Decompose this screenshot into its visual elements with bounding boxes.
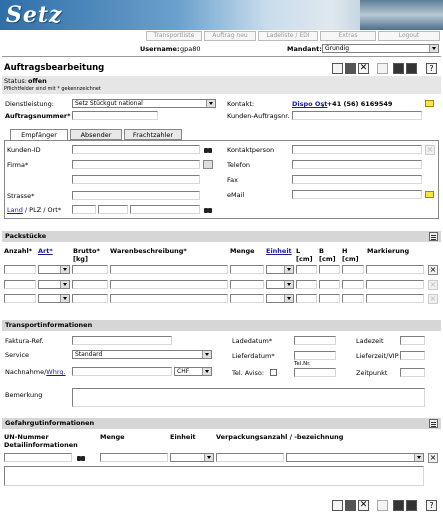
col-markierung: Markierung	[367, 247, 410, 255]
dienstleistung-select[interactable]	[72, 99, 216, 108]
ort-input[interactable]	[130, 205, 200, 214]
dienstleistung-label: Dienstleistung:	[5, 100, 54, 108]
nav-auftrag-neu[interactable]: Auftrag neu	[204, 31, 256, 41]
col-einheit: Einheit	[170, 433, 196, 441]
kunden-id-label: Kunden-ID	[7, 146, 41, 154]
markierung-input[interactable]	[366, 280, 424, 289]
chevron-down-icon	[287, 283, 291, 286]
header-photo	[360, 0, 443, 30]
einheit-select[interactable]	[266, 294, 294, 303]
kontakt-phone: , +41 (56) 6169549	[322, 100, 393, 108]
menu-icon[interactable]	[429, 232, 438, 241]
username-label: Username:	[140, 45, 180, 53]
gefahrgut-section-bar	[2, 418, 441, 429]
col-art[interactable]: Art*	[38, 247, 53, 255]
status-label: Status:	[4, 77, 27, 85]
print-button[interactable]	[377, 63, 388, 74]
chevron-down-icon	[205, 353, 209, 356]
binoculars-icon[interactable]	[76, 454, 86, 462]
menge-input[interactable]	[230, 280, 264, 289]
menge-input[interactable]	[230, 294, 264, 303]
nav-ladeliste[interactable]: Ladeliste / EDI	[258, 31, 318, 41]
art-select[interactable]	[38, 280, 70, 289]
col-verpackung: Verpackungsanzahl / -bezeichnung	[216, 433, 344, 441]
new-document-button[interactable]	[332, 63, 343, 74]
divider	[2, 56, 441, 57]
gefahrgut-einheit-select[interactable]	[170, 453, 214, 462]
col-h-unit: [cm]	[342, 255, 359, 263]
art-select[interactable]	[38, 294, 70, 303]
auftragsnummer-label: Auftragsnummer*	[5, 112, 71, 120]
binoculars-icon[interactable]	[203, 146, 213, 154]
einheit-select[interactable]	[266, 265, 294, 274]
logo[interactable]	[6, 2, 106, 28]
fax-label: Fax	[227, 176, 238, 184]
nav-bar	[0, 31, 443, 42]
chevron-down-icon	[205, 370, 209, 373]
tel-aviso-label: Tel. Aviso:	[232, 369, 265, 377]
kontaktperson-label: Kontaktperson	[227, 146, 275, 154]
nachnahme-text: Nachnahme/	[5, 368, 47, 376]
h-input[interactable]	[342, 265, 364, 274]
strasse-label: Strasse*	[7, 192, 35, 200]
l-input[interactable]	[296, 265, 317, 274]
l-input[interactable]	[296, 294, 317, 303]
col-menge: Menge	[100, 433, 125, 441]
col-l: L	[296, 247, 301, 255]
gefahrgut-menge-input[interactable]	[100, 453, 168, 462]
packstuecke-section-bar	[2, 231, 441, 242]
nachnahme-input[interactable]	[72, 367, 172, 376]
h-input[interactable]	[342, 280, 364, 289]
delete-button[interactable]: ✕	[359, 63, 368, 73]
land-link[interactable]: Land	[7, 206, 23, 214]
lieferzeit-vip-label: Lieferzeit/VIP	[356, 352, 399, 360]
nav-extras[interactable]: Extras	[320, 31, 376, 41]
lieferdatum-label: Lieferdatum*	[232, 352, 275, 360]
chevron-down-icon	[63, 283, 67, 286]
help-button[interactable]: ?	[426, 63, 437, 74]
markierung-input[interactable]	[366, 294, 424, 303]
col-menge: Menge	[230, 247, 255, 255]
lieferzeit-input[interactable]	[400, 351, 425, 360]
whrg-link[interactable]: Whrg.	[46, 368, 66, 376]
b-input[interactable]	[319, 280, 340, 289]
binoculars-icon[interactable]	[203, 206, 213, 214]
land-input[interactable]	[72, 205, 96, 214]
transport-button[interactable]	[393, 63, 404, 74]
transport-section-bar	[2, 320, 441, 331]
chevron-down-icon	[207, 456, 211, 459]
col-brutto-unit: [kg]	[73, 255, 88, 263]
brutto-input[interactable]	[72, 265, 108, 274]
mandant-value: Grundig	[325, 45, 350, 52]
col-brutto: Brutto*	[73, 247, 100, 255]
anzahl-input[interactable]	[4, 265, 36, 274]
tab-empfaenger[interactable]: Empfänger	[10, 129, 68, 140]
gefahrgut-title: Gefahrgutinformationen	[5, 419, 95, 427]
transport-button[interactable]	[393, 500, 404, 511]
col-warenbeschreibung: Warenbeschreibung*	[110, 247, 187, 255]
tab-absender[interactable]: Absender	[70, 129, 122, 140]
verpackung-select[interactable]	[286, 453, 424, 462]
close-icon[interactable]: ×	[429, 453, 437, 462]
un-nummer-input[interactable]	[4, 453, 72, 462]
bemerkung-label: Bemerkung	[5, 391, 43, 399]
col-einheit[interactable]: Einheit	[266, 247, 292, 255]
zeitpunkt-label: Zeitpunkt	[356, 369, 388, 377]
tel-aviso-checkbox[interactable]	[270, 369, 277, 376]
anzahl-input[interactable]	[4, 280, 36, 289]
email-input[interactable]	[292, 190, 422, 199]
mail-icon[interactable]	[425, 100, 434, 107]
faktura-ref-label: Faktura-Ref.	[5, 337, 44, 345]
l-input[interactable]	[296, 280, 317, 289]
page-title: Auftragsbearbeitung	[4, 63, 105, 73]
tab-frachtzahler[interactable]: Frachtzahler	[124, 129, 182, 140]
email-label: eMail	[227, 191, 245, 199]
save-button[interactable]	[345, 63, 356, 74]
new-document-button[interactable]	[332, 500, 343, 511]
mail-icon[interactable]	[425, 191, 434, 198]
chevron-down-icon	[63, 297, 67, 300]
brutto-input[interactable]	[72, 280, 108, 289]
currency-select[interactable]	[174, 367, 212, 376]
service-label: Service	[5, 351, 30, 359]
menu-icon[interactable]	[429, 419, 438, 428]
chevron-down-icon	[432, 47, 436, 50]
close-icon[interactable]: ×	[426, 145, 434, 154]
print-button[interactable]	[377, 500, 388, 511]
brutto-input[interactable]	[72, 294, 108, 303]
col-l-unit: [cm]	[296, 255, 313, 263]
close-icon[interactable]: ×	[429, 280, 437, 289]
einheit-select[interactable]	[266, 280, 294, 289]
detailinformationen-textarea[interactable]	[4, 466, 424, 486]
ladezeit-label: Ladezeit	[356, 337, 384, 345]
chevron-down-icon	[63, 268, 67, 271]
delete-button[interactable]: ✕	[359, 500, 368, 510]
kontaktperson-input[interactable]	[292, 145, 422, 154]
mandant-select[interactable]	[322, 44, 439, 53]
chevron-down-icon	[417, 456, 421, 459]
markierung-input[interactable]	[366, 265, 424, 274]
menge-input[interactable]	[230, 265, 264, 274]
username-value: gpa80	[180, 45, 201, 53]
col-h: H	[342, 247, 348, 255]
firma-input[interactable]	[72, 160, 200, 169]
currency-value: CHF	[177, 368, 190, 375]
packstuecke-title: Packstücke	[5, 232, 47, 240]
col-anzahl: Anzahl*	[4, 247, 33, 255]
ladedatum-input[interactable]	[294, 336, 336, 345]
lieferdatum-input[interactable]	[294, 351, 336, 360]
warenbeschreibung-input[interactable]	[110, 280, 228, 289]
save-button[interactable]	[345, 500, 356, 511]
zeitpunkt-input[interactable]	[400, 368, 425, 377]
transport-next-button[interactable]	[406, 500, 417, 511]
transport-next-button[interactable]	[406, 63, 417, 74]
kontakt-label: Kontakt:	[227, 100, 255, 108]
warenbeschreibung-input[interactable]	[110, 294, 228, 303]
strasse-input[interactable]	[72, 191, 200, 200]
nav-transportliste[interactable]: Transportliste	[146, 31, 202, 41]
kunden-auftragsnr-label: Kunden-Auftragsnr.	[227, 112, 290, 120]
b-input[interactable]	[319, 265, 340, 274]
service-select[interactable]	[72, 350, 212, 359]
art-select[interactable]	[38, 265, 70, 274]
plz-input[interactable]	[98, 205, 128, 214]
auftragsnummer-input[interactable]	[72, 111, 158, 120]
kunden-auftragsnr-input[interactable]	[292, 111, 422, 120]
telefon-input[interactable]	[292, 160, 422, 169]
plz-ort-label: / PLZ / Ort*	[22, 206, 62, 214]
col-un-nummer: UN-Nummer	[4, 433, 49, 441]
kunden-id-input[interactable]	[72, 145, 200, 154]
close-icon[interactable]: ×	[429, 294, 437, 303]
status-value: offen	[28, 77, 47, 85]
help-button[interactable]: ?	[426, 500, 437, 511]
verpackungsanzahl-input[interactable]	[216, 453, 284, 462]
h-input[interactable]	[342, 294, 364, 303]
dienstleistung-value: Setz Stückgut national	[75, 100, 143, 107]
firma2-input[interactable]	[72, 175, 200, 184]
land-plz-label	[7, 206, 61, 214]
ladedatum-label: Ladedatum*	[232, 337, 273, 345]
faktura-ref-input[interactable]	[72, 336, 172, 345]
col-b: B	[319, 247, 324, 255]
tel-nr-input[interactable]	[294, 368, 336, 377]
b-input[interactable]	[319, 294, 340, 303]
anzahl-input[interactable]	[4, 294, 36, 303]
tel-nr-label: Tel.Nr.	[294, 361, 311, 367]
warenbeschreibung-input[interactable]	[110, 265, 228, 274]
logo-text: Setz	[6, 2, 63, 28]
kontakt-link[interactable]: Dispo Ost	[292, 100, 328, 108]
nav-logout[interactable]: Logout	[378, 31, 440, 41]
col-detailinformationen: Detailinformationen	[4, 441, 78, 449]
transport-title: Transportinformationen	[5, 321, 93, 329]
chevron-down-icon	[287, 268, 291, 271]
address-book-icon[interactable]	[203, 160, 213, 169]
bemerkung-textarea[interactable]	[72, 388, 425, 407]
firma-label: Firma*	[7, 161, 29, 169]
required-hint: Pflichtfelder sind mit * gekennzeichnet	[4, 86, 101, 92]
close-icon[interactable]: ×	[429, 265, 437, 274]
fax-input[interactable]	[292, 175, 422, 184]
telefon-label: Telefon	[227, 161, 251, 169]
mandant-label: Mandant:	[287, 45, 322, 53]
ladezeit-input[interactable]	[400, 336, 425, 345]
col-b-unit: [cm]	[319, 255, 336, 263]
service-value: Standard	[75, 351, 103, 358]
chevron-down-icon	[287, 297, 291, 300]
nachnahme-label	[5, 368, 66, 376]
chevron-down-icon	[209, 102, 213, 105]
